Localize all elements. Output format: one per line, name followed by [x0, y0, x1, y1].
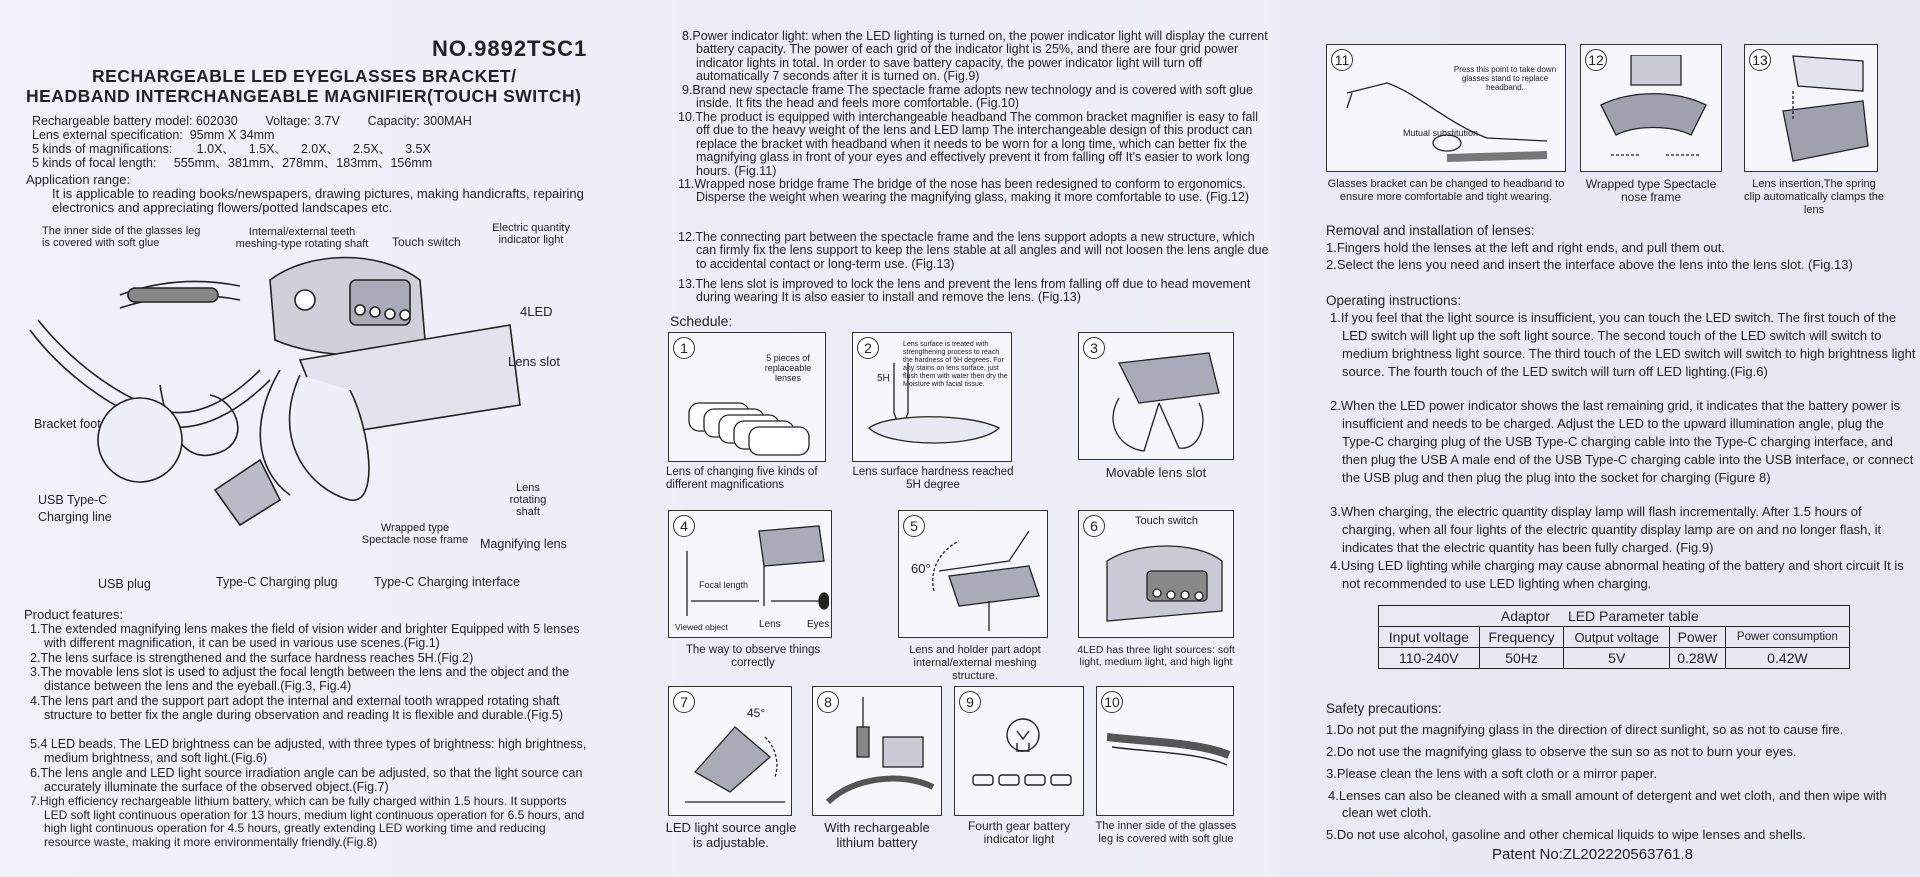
application-text: It is applicable to reading books/newspapers, drawing pictures, making handicrafts, repairing electronics and appreciating flowers/potted landscapes etc.	[52, 186, 584, 216]
removal-1: 1.Fingers hold the lenses at the left and right ends, and pull them out.	[1326, 240, 1725, 255]
figure-1-caption: Lens of changing five kinds of different magnifications	[666, 466, 818, 491]
figure-7-caption: LED light source angle is adjustable.	[665, 820, 797, 850]
figure-13-caption: Lens insertion,The spring clip automatically clamps the lens	[1744, 178, 1885, 216]
label-type-c-interface: Type-C Charging interface	[374, 575, 520, 589]
figure-13	[1744, 44, 1878, 172]
figure-10-caption: The inner side of the glasses leg is covered with soft glue	[1095, 820, 1237, 845]
figure-2-caption: Lens surface hardness reached 5H degree	[852, 466, 1014, 491]
table-cell: 0.42W	[1725, 648, 1849, 669]
figure-note: Lens surface is treated with strengthening process to reach the hardness of 5H degrees. For any stains on lens surface, just flush them with water then dry the Moisture with facial tissue.	[903, 341, 1008, 388]
feature-1: 1.The extended magnifying lens makes the field of vision wider and brighter Equipped with 5 lenses with different magnification, it can be used in various use scenes.(Fig.1)	[30, 622, 580, 651]
indicator-illustration	[965, 707, 1080, 807]
removal-title: Removal and installation of lenses:	[1326, 223, 1535, 238]
label-lens-slot: Lens slot	[508, 354, 561, 369]
table-adaptor-header: Adaptor	[1379, 606, 1564, 627]
safety-1: 1.Do not put the magnifying glass in the direction of direct sunlight, so as not to cause fire.	[1326, 722, 1844, 737]
angle-illustration	[675, 717, 790, 812]
schedule-title: Schedule:	[670, 313, 733, 329]
figure-4-caption: The way to observe things correctly	[685, 644, 821, 669]
figure-number: 2	[857, 337, 879, 359]
hardness-tag: 5H	[877, 373, 890, 384]
figure-9	[954, 686, 1084, 816]
figure-note: 5 pieces of replaceable lenses	[764, 353, 812, 383]
figure-3-caption: Movable lens slot	[1105, 465, 1207, 480]
table-cell: 50Hz	[1479, 648, 1564, 669]
figure-11-caption: Glasses bracket can be changed to headband to ensure more comfortable and tight wearing.	[1327, 178, 1565, 203]
label-touch-switch: Touch switch	[392, 235, 461, 249]
angle-label: 60°	[911, 561, 931, 576]
column-middle	[660, 0, 1280, 877]
table-row	[1379, 648, 1850, 669]
label-4led: 4LED	[520, 304, 553, 319]
feature-4: 4.The lens part and the support part adopt the internal and external tooth wrapped rotating shaft structure to better fix the angle during observation and reading It is flexible and durable.(Fig.5)	[30, 694, 564, 723]
features-title: Product features:	[24, 607, 123, 622]
table-cell: Frequency	[1479, 627, 1564, 648]
figure-number: 5	[903, 515, 925, 537]
headband-illustration	[1337, 63, 1562, 168]
table-cell: Output voltage	[1564, 627, 1670, 648]
label-indicator: Electric quantity indicator light	[492, 222, 570, 246]
column-left	[0, 0, 640, 877]
figure-6	[1078, 510, 1234, 638]
operating-title: Operating instructions:	[1326, 293, 1462, 308]
viewed-object-label: Viewed object	[675, 622, 728, 632]
operating-3: 3.When charging, the electric quantity display lamp will flash incrementally. After 1.5 hours of charging, when all four lights of the electric quantity display lamp are on and no longer flash, it indicates that the electric quantity has been fully charged. (Fig.9)	[1330, 504, 1882, 555]
feature-9: 9.Brand new spectacle frame The spectacle frame adopts new technology and is covered with soft glue inside. It fits the head and feels more comfortable. (Fig.10)	[682, 83, 1253, 111]
figure-note: Press this point to take down glasses stand to replace headband.	[1453, 65, 1557, 92]
table-row	[1379, 627, 1850, 648]
operating-1: 1.If you feel that the light source is insufficient, you can touch the LED switch. The first touch of the LED switch will light up the soft light source. The second touch of the LED switch will switch to medium brightness light source. The third touch of the LED switch will switch to high brightness light source. The fourth touch of the LED switch will turn off LED lighting.(Fig.6)	[1330, 310, 1916, 379]
table-header-row	[1379, 606, 1850, 627]
figure-number: 11	[1331, 49, 1353, 71]
title-line-2: HEADBAND INTERCHANGEABLE MAGNIFIER(TOUCH SWITCH)	[26, 86, 582, 106]
feature-2: 2.The lens surface is strengthened and the surface hardness reaches 5H.(Fig.2)	[30, 651, 474, 665]
table-cell: Input voltage	[1379, 627, 1480, 648]
label-teeth-shaft: Internal/external teeth meshing-type rotating shaft	[235, 226, 369, 250]
feature-6: 6.The lens angle and LED light source irradiation angle can be adjusted, so that the light source can accurately illuminate the surface of the observed object.(Fig.7)	[30, 766, 583, 795]
figure-number: 1	[673, 337, 695, 359]
nose-frame-illustration	[1591, 55, 1716, 167]
focal-length-label: Focal length	[699, 580, 749, 590]
table-cell: 5V	[1564, 648, 1670, 669]
table-cell: Power	[1670, 627, 1726, 648]
spec-focal: 5 kinds of focal length: 555mm、381mm、278mm、183mm、156mm	[32, 156, 433, 170]
figure-5	[898, 510, 1048, 638]
label-bracket-foot: Bracket foot	[34, 417, 101, 431]
lenses-illustration	[679, 383, 819, 458]
led-illustration	[1087, 531, 1232, 633]
figure-number: 4	[673, 515, 695, 537]
figure-number: 3	[1083, 337, 1105, 359]
removal-2: 2.Select the lens you need and insert the interface above the lens into the lens slot. (Fig.13)	[1326, 257, 1853, 272]
glasses-leg-illustration	[1107, 717, 1232, 797]
model-number: NO.9892TSC1	[432, 36, 588, 61]
feature-13: 13.The lens slot is improved to lock the lens and prevent the lens from falling off due to head movement during wearing It is also easier to install and remove the lens. (Fig.13)	[678, 277, 1251, 305]
feature-12: 12.The connecting part between the spectacle frame and the lens support adopts a new structure, which can firmly fix the lens support to keep the lens stable at all angles and will not loosen the lens angle due to accidental contact or long-term use. (Fig.13)	[678, 230, 1269, 271]
label-usb-plug: USB plug	[98, 577, 151, 591]
pencil-lens-illustration	[859, 363, 1009, 458]
label-type-c-plug: Type-C Charging plug	[216, 575, 338, 589]
label-magnifying-lens: Magnifying lens	[480, 537, 567, 551]
angle-label: 45°	[747, 706, 766, 720]
feature-7: 7.High efficiency rechargeable lithium battery, which can be fully charged within 1.5 hours. It supports LED soft light continuous operation for 13 hours, medium light continuous operation for 6.5 hours, and high light continuous operation for 4.5 hours, greatly extending LED working time and reducing resource waste, making it more environmentally friendly.(Fig.8)	[30, 794, 585, 849]
feature-8: 8.Power indicator light: when the LED lighting is turned on, the power indicator light will display the current battery capacity. The power of each grid of the indicator light is 25%, and there are four grid power indicator lights in total. In order to save battery capacity, the power indicator light will turn off automatically 7 seconds after it is turned on. (Fig.9)	[682, 29, 1268, 84]
meshing-illustration	[929, 521, 1044, 633]
figure-3	[1078, 332, 1234, 460]
figure-number: 13	[1749, 49, 1771, 71]
eyes-label: Eyes	[807, 619, 830, 630]
figure-8-caption: With rechargeable lithium battery	[824, 820, 930, 850]
figure-number: 7	[673, 691, 695, 713]
figure-number: 9	[959, 691, 981, 713]
title-line-1: RECHARGEABLE LED EYEGLASSES BRACKET/	[92, 66, 517, 86]
lens-label: Lens	[759, 619, 781, 630]
feature-11: 11.Wrapped nose bridge frame The bridge of the nose has been redesigned to conform to ergonomics. Disperse the weight when wearing the magnifying glass, making it more comfortable to use. (Fig.12)	[678, 177, 1250, 205]
figure-6-caption: 4LED has three light sources: soft light, medium light, and high light	[1077, 644, 1235, 668]
figure-number: 12	[1585, 49, 1607, 71]
feature-10: 10.The product is equipped with interchangeable headband The common bracket magnifier is easy to fall off due to the heavy weight of the lens and LED lamp The interchangeable design of this product can replace the bracket with headband when it needs to be worn for a long time, which can better fix the magnifying glass in front of your eyes and effectively prevent it from falling off It's easier to work long hours. (Fig.11)	[678, 110, 1258, 178]
lens-slot-illustration	[1099, 343, 1229, 455]
application-title: Application range:	[26, 172, 131, 187]
safety-2: 2.Do not use the magnifying glass to observe the sun so as not to burn your eyes.	[1326, 744, 1797, 759]
figure-12-caption: Wrapped type Spectacle nose frame	[1585, 177, 1717, 204]
patent-number: Patent No:ZL202220563761.8	[1492, 846, 1693, 863]
battery-illustration	[823, 697, 938, 812]
operating-2: 2.When the LED power indicator shows the last remaining grid, it indicates that the battery power is insufficient and needs to be charged. Adjust the LED to the upward illumination angle, plug the Type-C charging plug of the USB Type-C charging cable into the Type-C charging interface, and then plug the USB A male end of the USB Type-C charging cable into the USB interface, or connect the USB plug and then plug the plug into the socket for charging (Figure 8)	[1330, 398, 1914, 485]
led-parameter-table	[1378, 605, 1850, 669]
figure-12	[1580, 44, 1722, 172]
label-nose-frame: Wrapped type Spectacle nose frame	[361, 522, 469, 546]
spec-battery: Rechargeable battery model: 602030 Voltage: 3.7V Capacity: 300MAH	[32, 114, 472, 128]
column-right	[1320, 0, 1920, 877]
observe-illustration	[679, 521, 829, 621]
safety-title: Safety precautions:	[1326, 701, 1442, 716]
figure-5-caption: Lens and holder part adopt internal/external meshing structure.	[909, 644, 1041, 682]
spec-magnifications: 5 kinds of magnifications: 1.0X、 1.5X、 2.0X、 2.5X、 3.5X	[32, 142, 431, 156]
safety-3: 3.Please clean the lens with a soft cloth or a mirror paper.	[1326, 766, 1657, 781]
lens-insertion-illustration	[1753, 51, 1873, 167]
figure-10	[1096, 686, 1234, 816]
table-led-header: LED Parameter table	[1564, 606, 1850, 627]
touch-switch-label: Touch switch	[1135, 515, 1198, 527]
table-cell: 0.28W	[1670, 648, 1726, 669]
figure-8	[812, 686, 942, 816]
mutual-label: Mutual substitution	[1403, 128, 1479, 138]
figure-number: 10	[1101, 691, 1123, 713]
table-cell: 110-240V	[1379, 648, 1480, 669]
figure-9-caption: Fourth gear battery indicator light	[967, 819, 1071, 846]
figure-number: 6	[1083, 515, 1105, 537]
figure-4	[668, 510, 832, 638]
figure-number: 8	[817, 691, 839, 713]
spec-lens: Lens external specification: 95mm X 34mm	[32, 128, 275, 142]
feature-3: 3.The movable lens slot is used to adjust the focal length between the lens and the object and the distance between the lens and the eyeball.(Fig.3, Fig.4)	[30, 665, 570, 694]
label-lens-shaft: Lens rotating shaft	[509, 482, 547, 518]
figure-1	[668, 332, 826, 462]
feature-5: 5.4 LED beads. The LED brightness can be adjusted, with three types of brightness: high brightness, medium brightness, and soft light.(Fig.6)	[30, 737, 587, 766]
figure-11	[1326, 44, 1566, 172]
safety-4: 4.Lenses can also be cleaned with a small amount of detergent and wet cloth, and then wipe with clean wet cloth.	[1328, 788, 1887, 820]
table-cell: Power consumption	[1725, 627, 1849, 648]
label-usb-c-line: USB Type-C Charging line	[38, 493, 112, 524]
label-inner-side: The inner side of the glasses leg is covered with soft glue	[42, 225, 201, 249]
figure-7	[668, 686, 792, 816]
figure-2	[852, 332, 1012, 462]
operating-4: 4.Using LED lighting while charging may cause abnormal heating of the battery and short circuit It is not recommended to use LED lighting when charging.	[1330, 558, 1904, 591]
safety-5: 5.Do not use alcohol, gasoline and other chemical liquids to wipe lenses and shells.	[1326, 827, 1806, 842]
